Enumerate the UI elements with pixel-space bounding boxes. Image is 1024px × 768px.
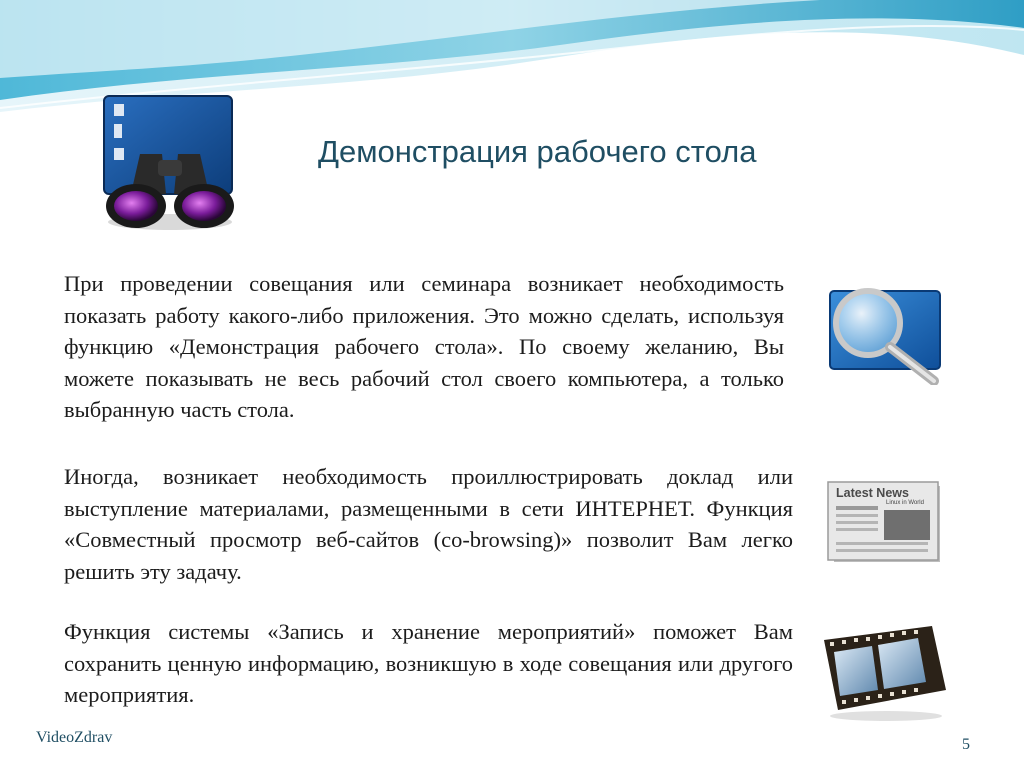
magnifier-icon xyxy=(826,285,944,385)
paragraph-desktop-sharing: При проведении совещания или семинара возникает необходимость показать работу какого-либо приложения. Это можно сделать, используя функцию «Демонстрация рабочего стола». По своему желанию, Вы можете показывать не весь рабочий стол своего компьютера, а только выбранную часть стола. xyxy=(64,271,784,422)
newspaper-subhead: Linux in World xyxy=(886,500,924,506)
footer-brand: VideoZdrav xyxy=(36,729,113,746)
newspaper-icon xyxy=(826,480,944,566)
paragraph-co-browsing: Иногда, возникает необходимость проиллюстрировать доклад или выступление материалами, размещенными в сети ИНТЕРНЕТ. Функция «Совместный просмотр веб-сайтов (co-browsing)» позволит Вам легко решить эту задачу. xyxy=(64,464,793,584)
newspaper-headline: Latest News xyxy=(836,486,909,500)
page-number: 5 xyxy=(962,736,970,753)
binoculars-desktop-icon xyxy=(100,94,240,234)
film-reel-icon xyxy=(820,616,950,722)
paragraph-recording: Функция системы «Запись и хранение мероприятий» поможет Вам сохранить ценную информацию, возникшую в ходе совещания или другого мероприятия. xyxy=(64,619,793,707)
slide-title: Демонстрация рабочего стола xyxy=(318,134,757,169)
